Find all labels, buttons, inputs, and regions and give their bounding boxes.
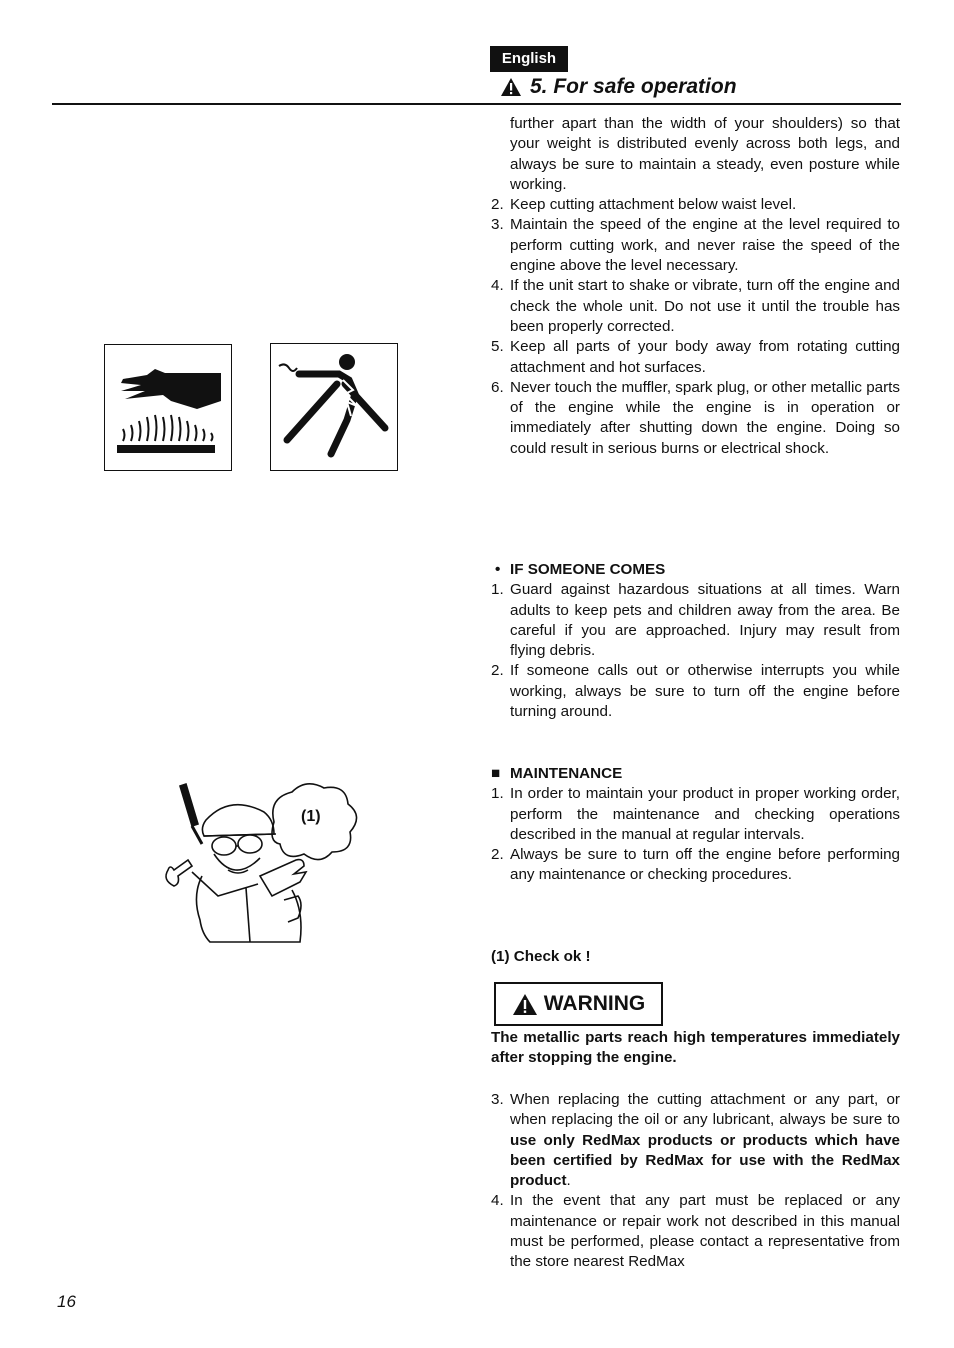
section-title — [500, 75, 737, 99]
maintenance-list-continued — [491, 1090, 900, 1273]
list-item: 4. In the event that any part must be replaced or any maintenance or repair work not described in this manual must be performed, please contact a representative from the store nearest RedMax — [491, 1192, 900, 1271]
maintenance-section — [491, 764, 900, 886]
header-rule — [52, 103, 901, 105]
warning-box — [494, 982, 663, 1026]
electric-shock-icon — [270, 343, 398, 471]
continued-paragraph: further apart than the width of your shoulders) so that your weight is distributed evenly across both legs, and always be sure to maintain a steady, even posture while working. — [510, 115, 900, 193]
operation-list — [491, 114, 900, 459]
hot-surface-icon — [104, 344, 232, 471]
figure-caption: (1) Check ok ! — [491, 948, 591, 965]
section-heading: • IF SOMEONE COMES — [495, 561, 666, 578]
if-someone-comes-section — [491, 560, 900, 722]
list-item: 3. Maintain the speed of the engine at the level required to perform cutting work, and never raise the speed of the engine above the level necessary. — [491, 216, 900, 275]
list-item: 1. Guard against hazardous situations at all times. Warn adults to keep pets and children away from the area. Be careful if you are approached. Injury may result from flying debris. — [491, 581, 900, 660]
callout-label: (1) — [301, 808, 321, 825]
section-title-text: 5. For safe operation — [530, 75, 737, 98]
page-number: 16 — [57, 1292, 76, 1311]
warning-label: WARNING — [543, 992, 646, 1015]
language-badge: English — [490, 46, 568, 72]
list-item: 2. Keep cutting attachment below waist level. — [491, 196, 797, 214]
section-heading: ■ MAINTENANCE — [491, 765, 623, 782]
list-item: 5. Keep all parts of your body away from rotating cutting attachment and hot surfaces. — [491, 338, 900, 376]
list-item: 4. If the unit start to shake or vibrate, turn off the engine and check the whole unit. Do not use it until the trouble has been properly corrected. — [491, 277, 900, 335]
list-item: 2. If someone calls out or otherwise interrupts you while working, always be sure to turn off the engine before turning around. — [491, 662, 900, 721]
mechanic-illustration — [162, 780, 362, 945]
list-item: 1. In order to maintain your product in proper working order, perform the maintenance and checking operations described in the manual at regular intervals. — [491, 785, 900, 843]
caution-triangle-icon — [500, 77, 522, 97]
list-item: 2. Always be sure to turn off the engine before performing any maintenance or checking procedures. — [491, 846, 900, 884]
list-item: 6. Never touch the muffler, spark plug, or other metallic parts of the engine while the engine is in operation or immediately after shutting down the engine. Doing so could result in serious burns or electrical shock. — [491, 378, 900, 457]
warning-text: The metallic parts reach high temperatures immediately after stopping the engine. — [491, 1029, 900, 1067]
caution-triangle-icon — [512, 993, 538, 1016]
list-item: 3. When replacing the cutting attachment or any part, or when replacing the oil or any lubricant, always be sure to use only RedMax products or products which have been certified by RedMax for use with the RedMax product. — [491, 1091, 900, 1190]
